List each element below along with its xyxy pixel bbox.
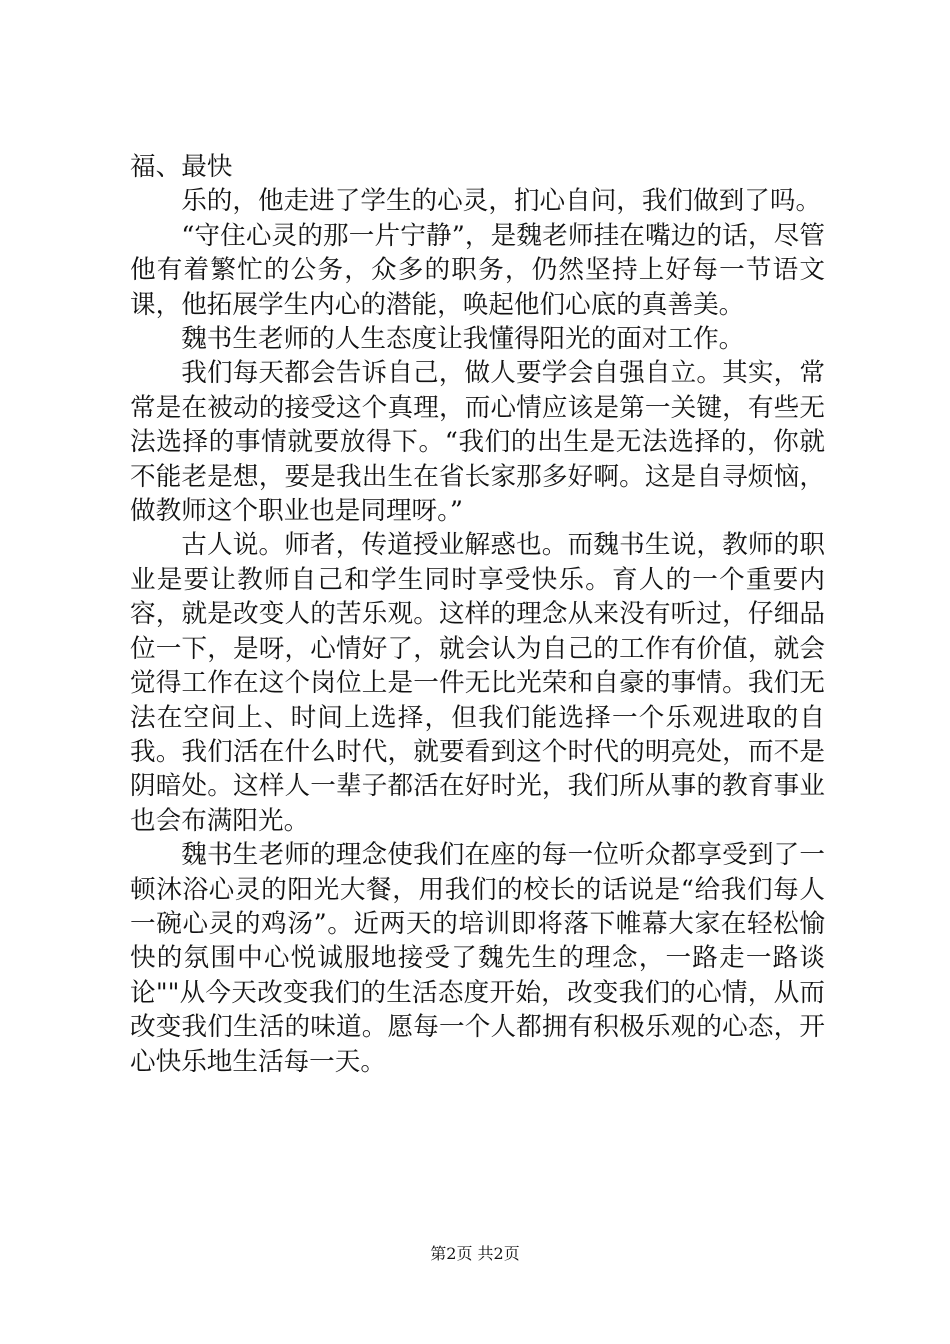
paragraph-5: 我们每天都会告诉自己，做人要学会自强自立。其实，常常是在被动的接受这个真理，而心情应该是第一关键，有些无法选择的事情就要放得下。“我们的出生是无法选择的，你就不能老是想，要是我出生在省长家那多好啊。这是自寻烦恼，做教师这个职业也是同理呀。” — [130, 358, 825, 527]
paragraph-7: 魏书生老师的理念使我们在座的每一位听众都享受到了一顿沐浴心灵的阳光大餐，用我们的校长的话说是“给我们每人一碗心灵的鸡汤”。近两天的培训即将落下帷幕大家在轻松愉快的氛围中心悦诚服地接受了魏先生的理念，一路走一路谈论""从今天改变我们的生活态度开始，改变我们的心情，从而改变我们生活的味道。愿每一个人都拥有积极乐观的心态，开心快乐地生活每一天。 — [130, 840, 825, 1077]
paragraph-3: “守住心灵的那一片宁静”，是魏老师挂在嘴边的话，尽管他有着繁忙的公务，众多的职务，仍然坚持上好每一节语文课，他拓展学生内心的潜能，唤起他们心底的真善美。 — [130, 220, 825, 320]
page-footer — [0, 1244, 950, 1264]
paragraph-4: 魏书生老师的人生态度让我懂得阳光的面对工作。 — [181, 324, 745, 355]
paragraph-1: 福、最快 — [130, 152, 233, 182]
paragraph-6: 古人说。师者，传道授业解惑也。而魏书生说，教师的职业是要让教师自己和学生同时享受快乐。育人的一个重要内容，就是改变人的苦乐观。这样的理念从来没有听过，仔细品位一下，是呀，心情好了，就会认为自己的工作有价值，就会觉得工作在这个岗位上是一件无比光荣和自豪的事情。我们无法在空间上、时间上选择，但我们能选择一个乐观进取的自我。我们活在什么时代，就要看到这个时代的明亮处，而不是阴暗处。这样人一辈子都活在好时光，我们所从事的教育事业也会布满阳光。 — [130, 530, 825, 836]
document-body — [130, 150, 825, 1079]
paragraph-2: 乐的，他走进了学生的心灵，扪心自问，我们做到了吗。 — [181, 186, 822, 217]
page-number: 第2页 共2页 — [430, 1244, 520, 1263]
